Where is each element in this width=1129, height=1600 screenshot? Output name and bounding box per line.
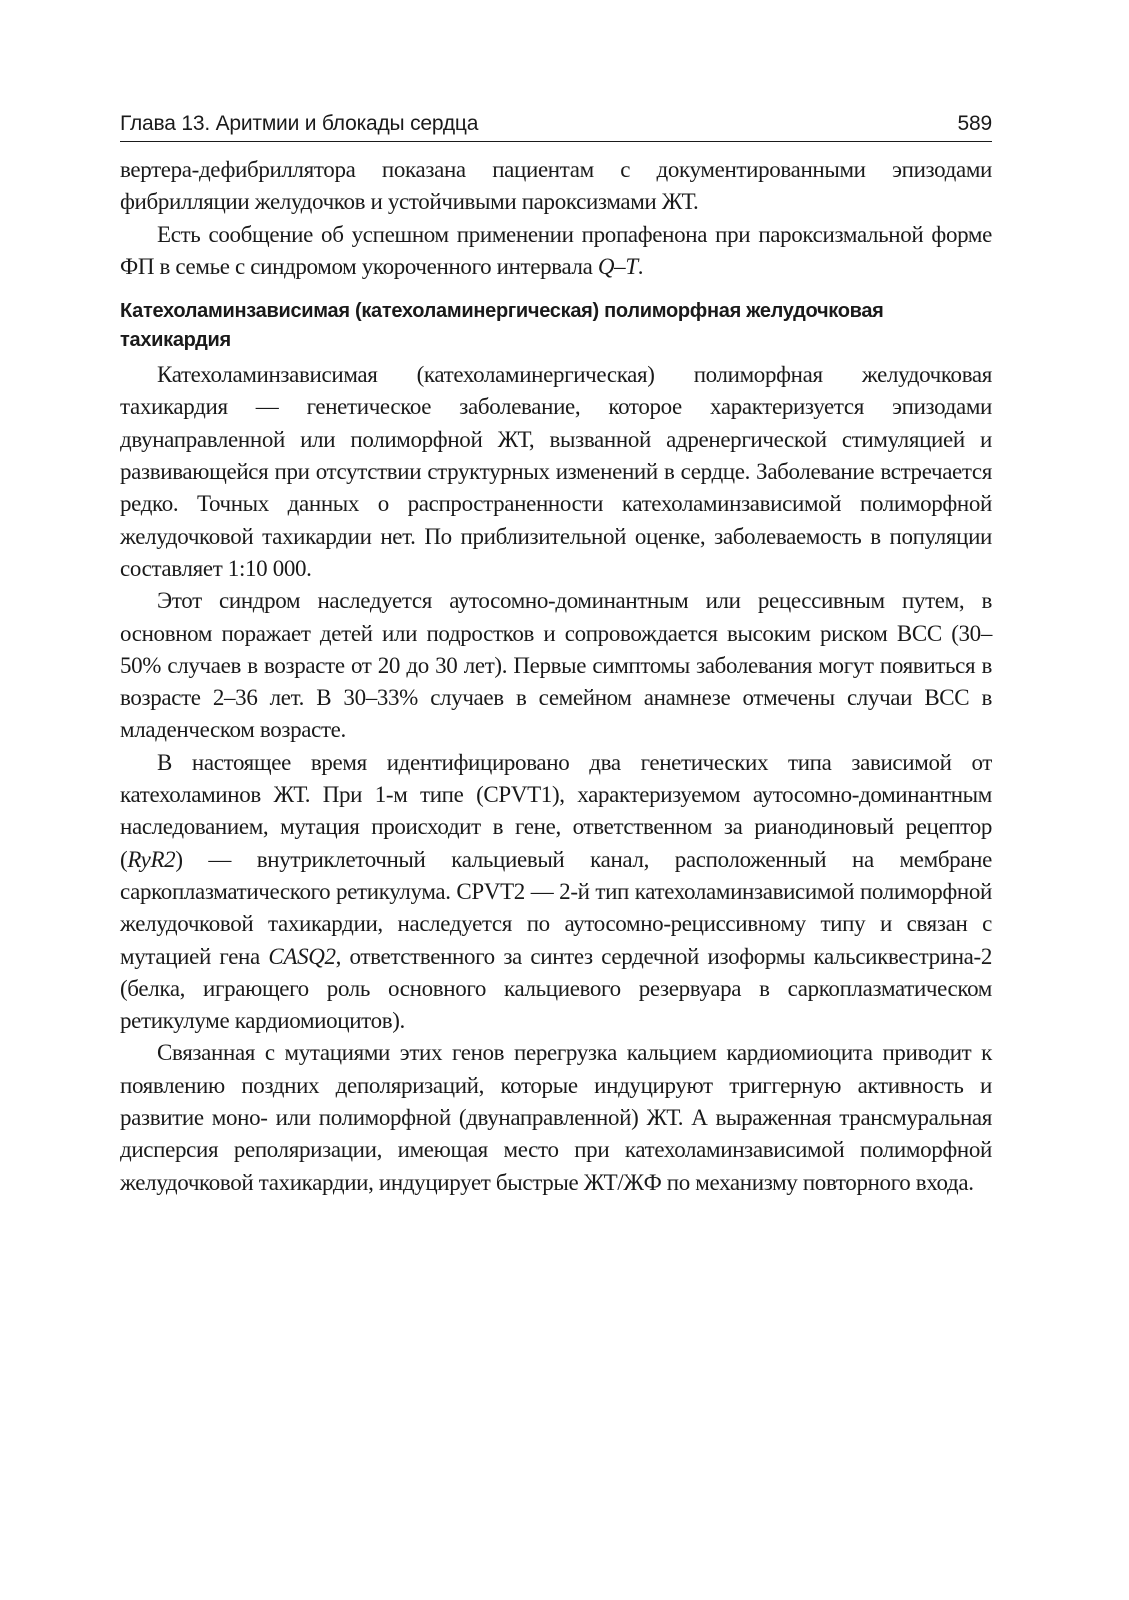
paragraph-text: Этот синдром наследуется аутосомно-доминантным или рецессивным путем, в основном поражает детей или подростков и сопровождается высоким риском ВСС (30–50% случаев в возрасте от 20 до 30 лет). Первые симптомы заболевания могут появиться в возрасте 2–36 лет. В 30–33% случаев в семейном анамнезе отмечены случаи ВСС в младенческом возрасте. (120, 588, 992, 743)
paragraph-mechanism (120, 1037, 992, 1198)
page (120, 110, 992, 1199)
paragraph-text: Связанная с мутациями этих генов перегрузка кальцием кардиомиоцита приводит к появлению поздних деполяризаций, которые индуцируют триггерную активность и развитие моно- или полиморфной (двунаправленной) ЖТ. А выраженная трансмуральная дисперсия реполяризации, имеющая место при катехоламинзависимой полиморфной желудочковой тахикардии, индуцирует быстрые ЖТ/ЖФ по механизму повторного входа. (120, 1040, 992, 1195)
gene-name: RyR2 (127, 846, 176, 872)
paragraph-text: , ответственного за синтез сердечной изоформы кальсиквестрина-2 (белка, играющего роль основного кальциевого резервуара в саркоплазматическом ретикулуме кардиомиоцитов). (120, 943, 992, 1034)
paragraph-text: Есть сообщение об успешном применении пропафенона при пароксизмальной форме ФП в семье с синдромом укороченного интервала (120, 221, 992, 279)
paragraph-text: В настоящее время идентифицировано два генетических типа зависимой от катехоламинов ЖТ. При 1-м типе (CPVT1), характеризуемом аутосомно-доминантным наследованием, мутация происходит в гене, ответственном за рианодиновый рецептор ( (120, 749, 992, 872)
paragraph-definition (120, 359, 992, 585)
gene-name: CASQ2 (268, 943, 336, 969)
chapter-title: Глава 13. Аритмии и блокады сердца (120, 112, 479, 135)
paragraph-propafenone (120, 219, 992, 284)
running-header (120, 110, 992, 142)
interval-term: Q–T (597, 253, 638, 279)
paragraph-genetic-types (120, 747, 992, 1038)
paragraph-continuation (120, 154, 992, 219)
page-number: 589 (957, 112, 992, 135)
paragraph-text: Катехоламинзависимая (катехоламинергическая) полиморфная желудочковая тахикардия — генетическое заболевание, которое характеризуется эпизодами двунаправленной или полиморфной ЖТ, вызванной адренергической стимуляцией и развивающейся при отсутствии структурных изменений в сердце. Заболевание встречается редко. Точных данных о распространенности катехоламинзависимой полиморфной желудочковой тахикардии нет. По приблизительной оценке, заболеваемость в популяции составляет 1:10 000. (120, 362, 992, 581)
paragraph-text: вертера-дефибриллятора показана пациентам с документированными эпизодами фибрилляции желудочков и устойчивыми пароксизмами ЖТ. (120, 157, 992, 215)
paragraph-text: . (637, 253, 644, 279)
body-text (120, 154, 992, 1199)
paragraph-text: ) — внутриклеточный кальциевый канал, расположенный на мембране саркоплазматического ретикулума. CPVT2 — 2-й тип катехоламинзависимой полиморфной желудочковой тахикардии, наследуется по аутосомно-рециссивному типу и связан с мутацией гена (120, 846, 992, 969)
section-heading: Катехоламинзависимая (катехоламинергическая) полиморфная желудочковая тахикардия (120, 300, 884, 352)
paragraph-inheritance (120, 585, 992, 746)
